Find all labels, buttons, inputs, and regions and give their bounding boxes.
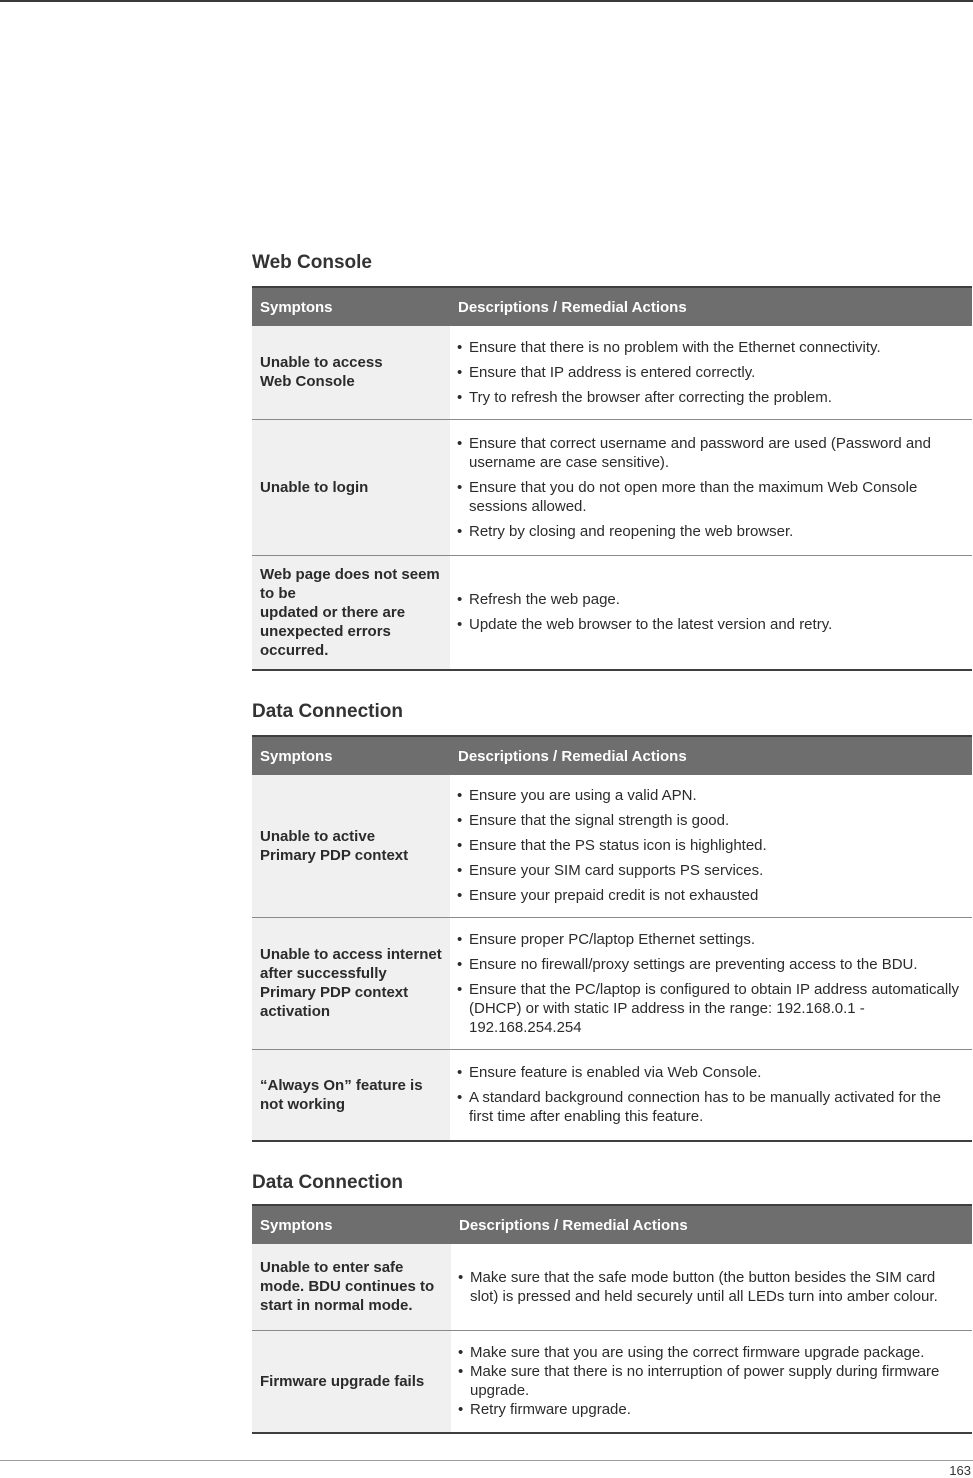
action-item: • Ensure feature is enabled via Web Console.	[457, 1063, 966, 1082]
table-row	[252, 555, 972, 670]
symptom-text: Unable to enter safe mode. BDU continues to start in normal mode.	[260, 1259, 435, 1315]
action-list	[458, 1268, 966, 1306]
page-number: 163	[949, 1463, 971, 1478]
action-item: • Make sure that there is no interruption of power supply during firmware upgrade.	[458, 1362, 966, 1400]
symptom-cell	[252, 1244, 451, 1330]
table-header-row	[252, 287, 972, 326]
action-item: • Ensure your prepaid credit is not exhausted	[457, 886, 966, 905]
symptom-text: Unable to active Primary PDP context	[260, 827, 409, 864]
description-cell	[450, 555, 972, 670]
description-cell	[451, 1244, 972, 1330]
action-item: • Refresh the web page.	[457, 590, 966, 609]
table-row	[252, 326, 972, 419]
description-cell	[450, 775, 972, 917]
symptom-cell	[252, 555, 450, 670]
header-symptoms: Symptons	[252, 1205, 451, 1244]
action-item: • Ensure no firewall/proxy settings are preventing access to the BDU.	[457, 955, 966, 974]
action-list	[458, 1343, 966, 1419]
description-cell	[450, 917, 972, 1049]
top-rule	[0, 0, 973, 2]
bottom-rule	[0, 1460, 973, 1461]
table-row	[252, 1244, 972, 1330]
action-item: • Ensure that the PC/laptop is configured to obtain IP address automatically (DHCP) or with static IP address in the range: 192.168.0.1 - 192.168.254.254	[457, 980, 966, 1037]
table-row	[252, 419, 972, 555]
symptom-cell	[252, 1049, 450, 1141]
action-list	[457, 590, 966, 634]
action-item: • Ensure that the signal strength is good.	[457, 811, 966, 830]
description-cell	[450, 326, 972, 419]
action-item: • A standard background connection has to be manually activated for the first time after enabling this feature.	[457, 1088, 966, 1126]
symptom-text: Unable to access Web Console	[260, 354, 383, 391]
description-cell	[450, 1049, 972, 1141]
action-item: • Update the web browser to the latest version and retry.	[457, 615, 966, 634]
table-header-row	[252, 736, 972, 775]
symptom-text: “Always On” feature is not working	[260, 1076, 423, 1113]
symptom-text: Web page does not seem to be updated or there are unexpected errors occurred.	[260, 565, 440, 659]
action-item: • Make sure that you are using the correct firmware upgrade package.	[458, 1343, 966, 1362]
troubleshooting-table	[252, 735, 972, 1142]
symptom-cell	[252, 326, 450, 419]
header-symptoms: Symptons	[252, 736, 450, 775]
symptom-cell	[252, 419, 450, 555]
description-cell	[451, 1330, 972, 1433]
symptom-cell	[252, 917, 450, 1049]
action-item: • Make sure that the safe mode button (the button besides the SIM card slot) is pressed and held securely until all LEDs turn into amber colour.	[458, 1268, 966, 1306]
action-list	[457, 338, 966, 407]
action-item: • Ensure your SIM card supports PS services.	[457, 861, 966, 880]
section-title: Data Connection	[252, 1172, 403, 1193]
action-item: • Ensure that the PS status icon is highlighted.	[457, 836, 966, 855]
action-list	[457, 1063, 966, 1126]
table-header-row	[252, 1205, 972, 1244]
table-row	[252, 917, 972, 1049]
section-title: Web Console	[252, 252, 372, 273]
action-item: • Ensure that IP address is entered correctly.	[457, 363, 966, 382]
header-descriptions: Descriptions / Remedial Actions	[451, 1205, 972, 1244]
action-item: • Try to refresh the browser after correcting the problem.	[457, 388, 966, 407]
symptom-cell	[252, 1330, 451, 1433]
troubleshooting-table	[252, 1204, 972, 1434]
action-item: • Retry by closing and reopening the web browser.	[457, 522, 966, 541]
action-item: • Ensure that correct username and password are used (Password and username are case sensitive).	[457, 434, 966, 472]
action-item: • Ensure proper PC/laptop Ethernet settings.	[457, 930, 966, 949]
action-item: • Ensure that you do not open more than the maximum Web Console sessions allowed.	[457, 478, 966, 516]
header-symptoms: Symptons	[252, 287, 450, 326]
header-descriptions: Descriptions / Remedial Actions	[450, 736, 972, 775]
table-row	[252, 1049, 972, 1141]
symptom-text: Unable to access internet after successfully Primary PDP context activation	[260, 946, 442, 1020]
description-cell	[450, 419, 972, 555]
symptom-text: Unable to login	[260, 478, 369, 496]
action-list	[457, 786, 966, 905]
action-item: • Ensure you are using a valid APN.	[457, 786, 966, 805]
table-row	[252, 775, 972, 917]
symptom-text: Firmware upgrade fails	[260, 1372, 425, 1390]
action-list	[457, 434, 966, 541]
action-list	[457, 930, 966, 1037]
symptom-cell	[252, 775, 450, 917]
table-row	[252, 1330, 972, 1433]
header-descriptions: Descriptions / Remedial Actions	[450, 287, 972, 326]
section-title: Data Connection	[252, 701, 403, 722]
action-item: • Retry firmware upgrade.	[458, 1400, 966, 1419]
action-item: • Ensure that there is no problem with the Ethernet connectivity.	[457, 338, 966, 357]
troubleshooting-table	[252, 286, 972, 671]
